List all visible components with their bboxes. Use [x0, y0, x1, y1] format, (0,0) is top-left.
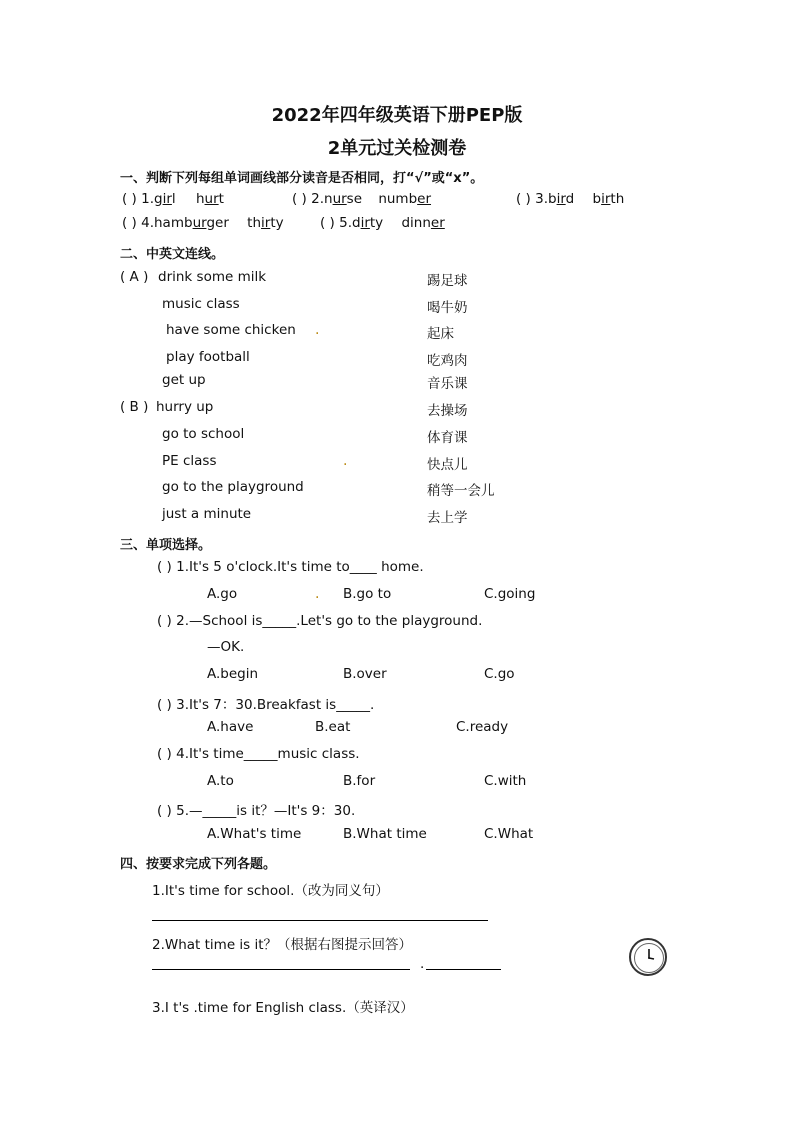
paren: ( ) 4. — [122, 215, 154, 231]
match-en-a1: drink some milk — [158, 269, 267, 285]
match-cn-b5: 去上学 — [427, 510, 468, 526]
word-pre: numb — [378, 191, 418, 207]
word-post: se — [346, 191, 363, 207]
match-en-b1: hurry up — [156, 399, 214, 415]
match-en-b3: PE class — [162, 453, 217, 469]
word-underlined: ur — [192, 215, 207, 231]
option-b: B.for — [343, 773, 376, 789]
word-post: t — [218, 191, 224, 207]
question-stem: ( ) 2.—School is_____.Let's go to the playground. — [157, 613, 483, 629]
match-cn-a1: 踢足球 — [427, 273, 468, 289]
word-pre: b — [592, 191, 602, 207]
clock-face — [634, 943, 664, 973]
match-cn-a4: 吃鸡肉 — [427, 353, 468, 369]
word-pre: d — [352, 215, 361, 231]
answer-line — [152, 969, 410, 970]
option-c: C.go — [484, 666, 515, 682]
paren: ( ) 3. — [516, 191, 548, 207]
question-stem: ( ) 4.It's time_____music class. — [157, 746, 360, 762]
word-underlined: ir — [601, 191, 611, 207]
section1-heading: 一、判断下列每组单词画线部分读音是否相同，打“√”或“x”。 — [120, 171, 484, 186]
match-cn-b1: 去操场 — [427, 403, 468, 419]
match-cn-a2: 喝牛奶 — [427, 300, 468, 316]
word-underlined: ur — [332, 191, 347, 207]
clock-icon — [629, 938, 667, 976]
option-c: C.What — [484, 826, 534, 842]
option-b: B.What time — [343, 826, 427, 842]
word-underlined: er — [417, 191, 432, 207]
question-stem: ( ) 1.It's 5 o'clock.It's time to____ home. — [157, 559, 424, 575]
paren: ( ) 5. — [320, 215, 352, 231]
word-post: ty — [270, 215, 284, 231]
match-cn-b2: 体育课 — [427, 430, 468, 446]
option-b: B.eat — [315, 719, 351, 735]
section4-heading: 四、按要求完成下列各题。 — [120, 857, 277, 872]
paren: ( ) 1. — [122, 191, 154, 207]
option-b: B.go to — [343, 586, 392, 602]
question-stem: ( ) 5.—_____is it？—It's 9：30. — [157, 803, 356, 819]
question-extra: —OK. — [207, 639, 245, 655]
word-pre: b — [548, 191, 557, 207]
word-post: ty — [369, 215, 384, 231]
match-cn-b4: 稍等一会儿 — [427, 483, 495, 499]
question-stem: ( ) 3.It's 7：30.Breakfast is_____. — [157, 697, 375, 713]
stray-dot: . — [315, 586, 320, 602]
match-en-b5: just a minute — [162, 506, 252, 522]
match-en-a5: get up — [162, 372, 206, 388]
word-pre: n — [324, 191, 333, 207]
clock-hands — [635, 944, 663, 972]
stray-dot: . — [315, 322, 320, 338]
clock-center — [648, 957, 650, 959]
s1-item-1 — [122, 191, 224, 207]
word-underlined: ir — [360, 215, 370, 231]
match-en-b4: go to the playground — [162, 479, 304, 495]
word-pre: dinn — [401, 215, 431, 231]
option-c: C.ready — [456, 719, 509, 735]
match-en-a3: have some chicken — [166, 322, 296, 338]
word-post: th — [610, 191, 625, 207]
paren: ( ) 2. — [292, 191, 324, 207]
word-underlined: er — [430, 215, 445, 231]
option-a: A.begin — [207, 666, 259, 682]
answer-line — [152, 920, 488, 921]
word-underlined: ir — [261, 215, 271, 231]
match-cn-a5: 音乐课 — [427, 376, 468, 392]
s1-item-5 — [320, 215, 445, 231]
option-b: B.over — [343, 666, 387, 682]
word-pre: h — [195, 191, 205, 207]
word-pre: th — [247, 215, 262, 231]
s1-item-2 — [292, 191, 431, 207]
match-cn-a3: 起床 — [427, 326, 454, 342]
match-en-a4: play football — [166, 349, 250, 365]
task-3: 3.I t's .time for English class.（英译汉） — [152, 1000, 414, 1016]
word-underlined: ir — [162, 191, 172, 207]
word-post: ger — [206, 215, 229, 231]
task-2: 2.What time is it？（根据右图提示回答） — [152, 937, 413, 953]
answer-separator: . — [420, 956, 425, 972]
word-pre: hamb — [154, 215, 193, 231]
option-a: A.to — [207, 773, 234, 789]
section3-heading: 三、单项选择。 — [120, 538, 212, 553]
option-c: C.going — [484, 586, 536, 602]
match-cn-b3: 快点儿 — [427, 457, 468, 473]
option-a: A.have — [207, 719, 254, 735]
s1-item-3 — [516, 191, 624, 207]
word-post: d — [565, 191, 575, 207]
word-post: l — [171, 191, 176, 207]
stray-dot: . — [343, 453, 348, 469]
option-c: C.with — [484, 773, 527, 789]
s1-item-4 — [122, 215, 284, 231]
match-en-b2: go to school — [162, 426, 245, 442]
page-subtitle: 2单元过关检测卷 — [327, 138, 467, 159]
page-title: 2022年四年级英语下册PEP版 — [271, 105, 523, 126]
section2-heading: 二、中英文连线。 — [120, 247, 225, 262]
answer-line — [426, 969, 501, 970]
match-en-a2: music class — [162, 296, 240, 312]
task-1: 1.It's time for school.（改为同义句） — [152, 883, 389, 899]
group-a-label: ( A ) — [120, 269, 149, 285]
word-underlined: ur — [204, 191, 219, 207]
group-b-label: ( B ) — [120, 399, 149, 415]
word-underlined: ir — [556, 191, 566, 207]
word-pre: g — [154, 191, 163, 207]
option-a: A.go — [207, 586, 238, 602]
option-a: A.What's time — [207, 826, 302, 842]
